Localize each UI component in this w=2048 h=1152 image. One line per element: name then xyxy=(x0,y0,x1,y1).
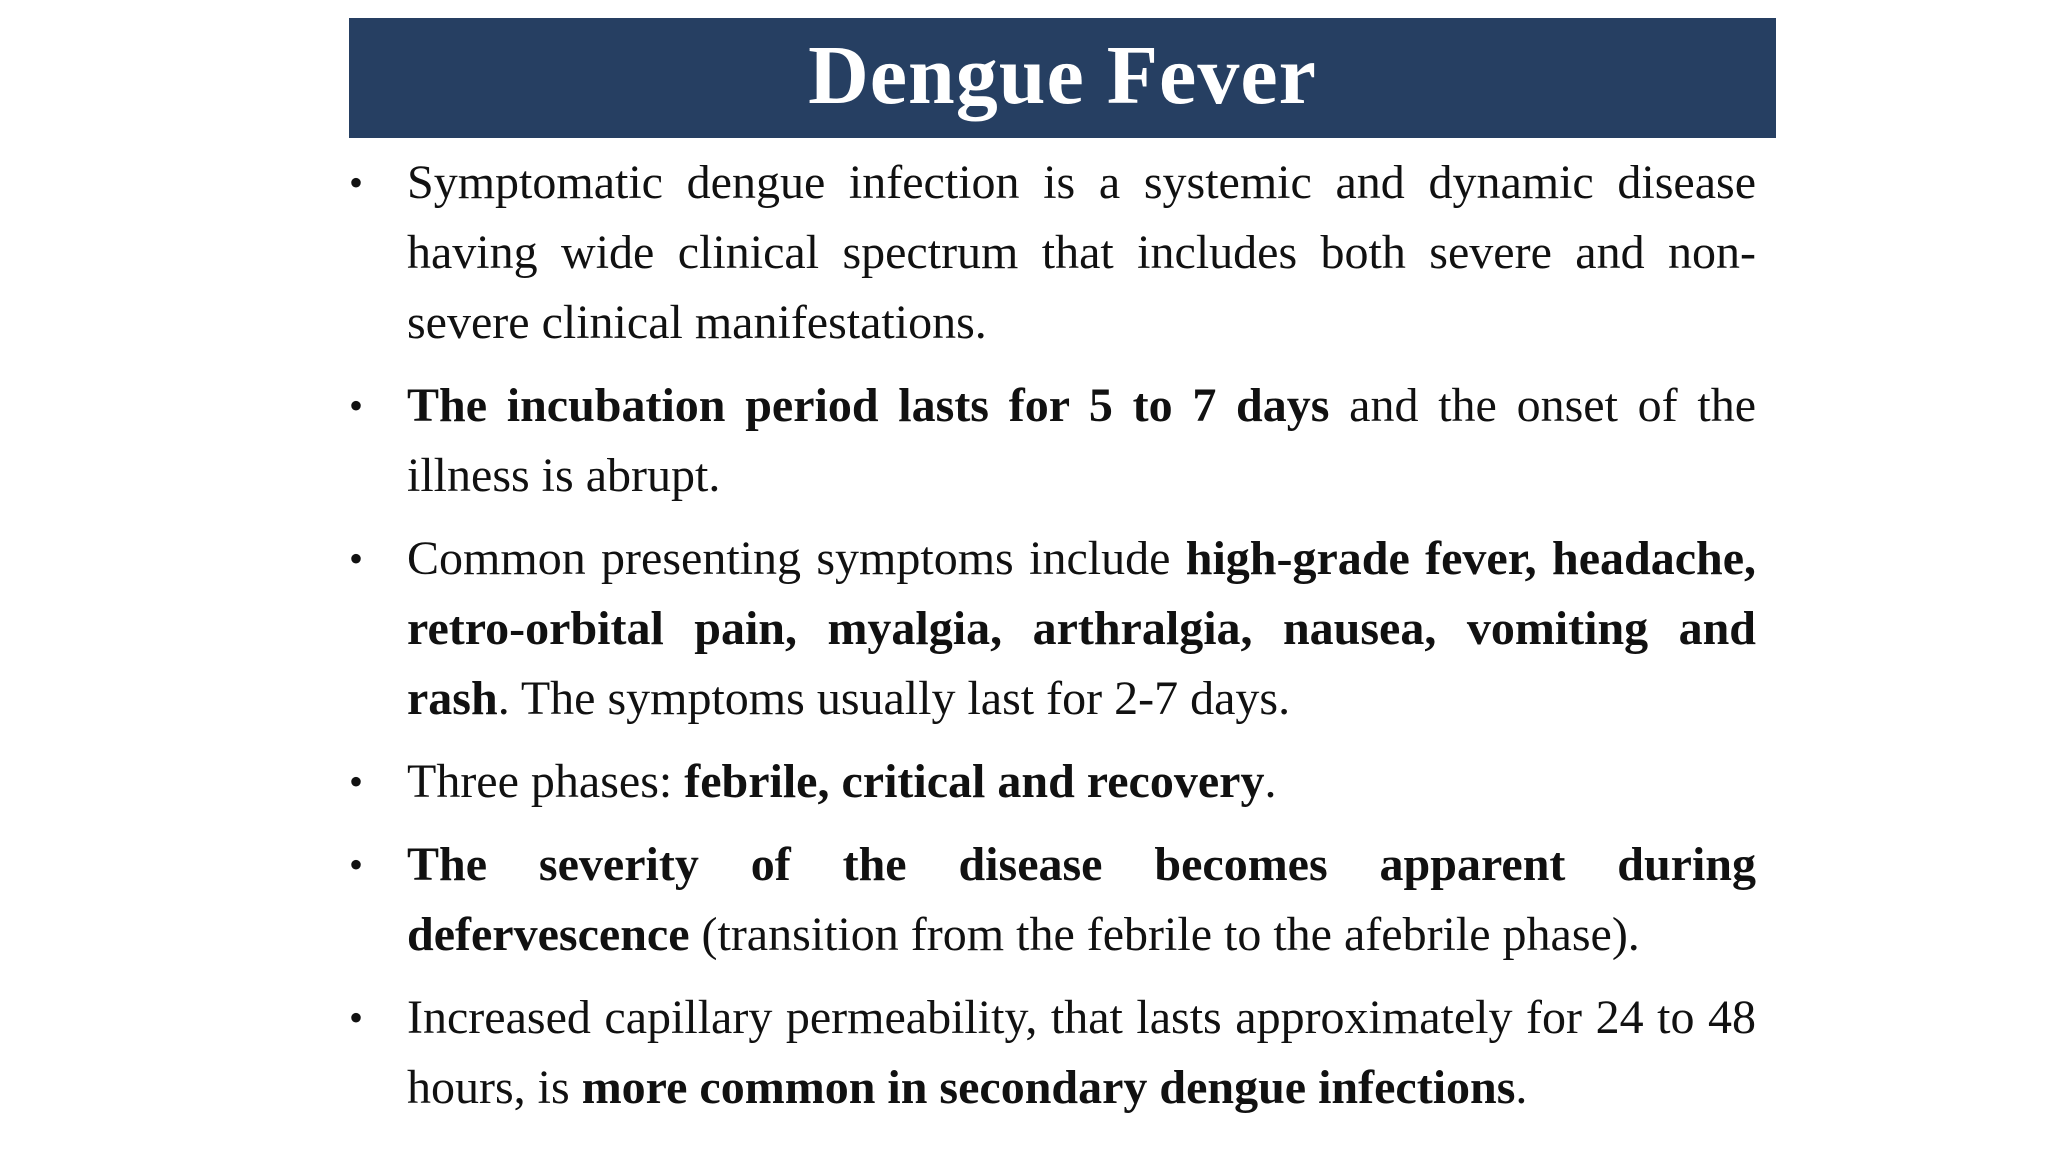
bullet-text: and the onset of the illness is abrupt. xyxy=(407,379,1756,502)
bullet-item xyxy=(349,524,1756,734)
bullet-text: (transition from the febrile to the afebrile phase). xyxy=(689,908,1640,961)
bullet-text-bold: more common in secondary dengue infections xyxy=(581,1061,1516,1114)
slide-title: Dengue Fever xyxy=(808,29,1317,122)
bullet-list xyxy=(349,148,1756,1136)
bullet-item xyxy=(349,983,1756,1123)
bullet-text: . xyxy=(1515,1061,1528,1114)
bullet-text: Three phases: xyxy=(407,755,685,808)
bullet-text-bold: The incubation period lasts for 5 to 7 days xyxy=(407,379,1330,432)
title-bar xyxy=(349,18,1776,138)
bullet-item xyxy=(349,830,1756,970)
bullet-item xyxy=(349,371,1756,511)
bullet-text: Symptomatic dengue infection is a systemic and dynamic disease having wide clinical spectrum that includes both severe and non-severe clinical manifestations. xyxy=(407,156,1756,349)
bullet-text: . The symptoms usually last for 2-7 days. xyxy=(497,672,1291,725)
bullet-item xyxy=(349,148,1756,358)
bullet-text-bold: febrile, critical and recovery xyxy=(684,755,1265,808)
bullet-text: . xyxy=(1264,755,1277,808)
bullet-text: Increased capillary permeability, that lasts approximately for 24 to 48 hours, is xyxy=(407,991,1756,1114)
bullet-text-bold: The severity of the disease becomes apparent during defervescence xyxy=(407,838,1756,961)
bullet-item xyxy=(349,747,1756,817)
bullet-text-bold: high-grade fever, headache, retro-orbital pain, myalgia, arthralgia, nausea, vomiting and rash xyxy=(407,532,1756,725)
bullet-text: Common presenting symptoms include xyxy=(407,532,1186,585)
